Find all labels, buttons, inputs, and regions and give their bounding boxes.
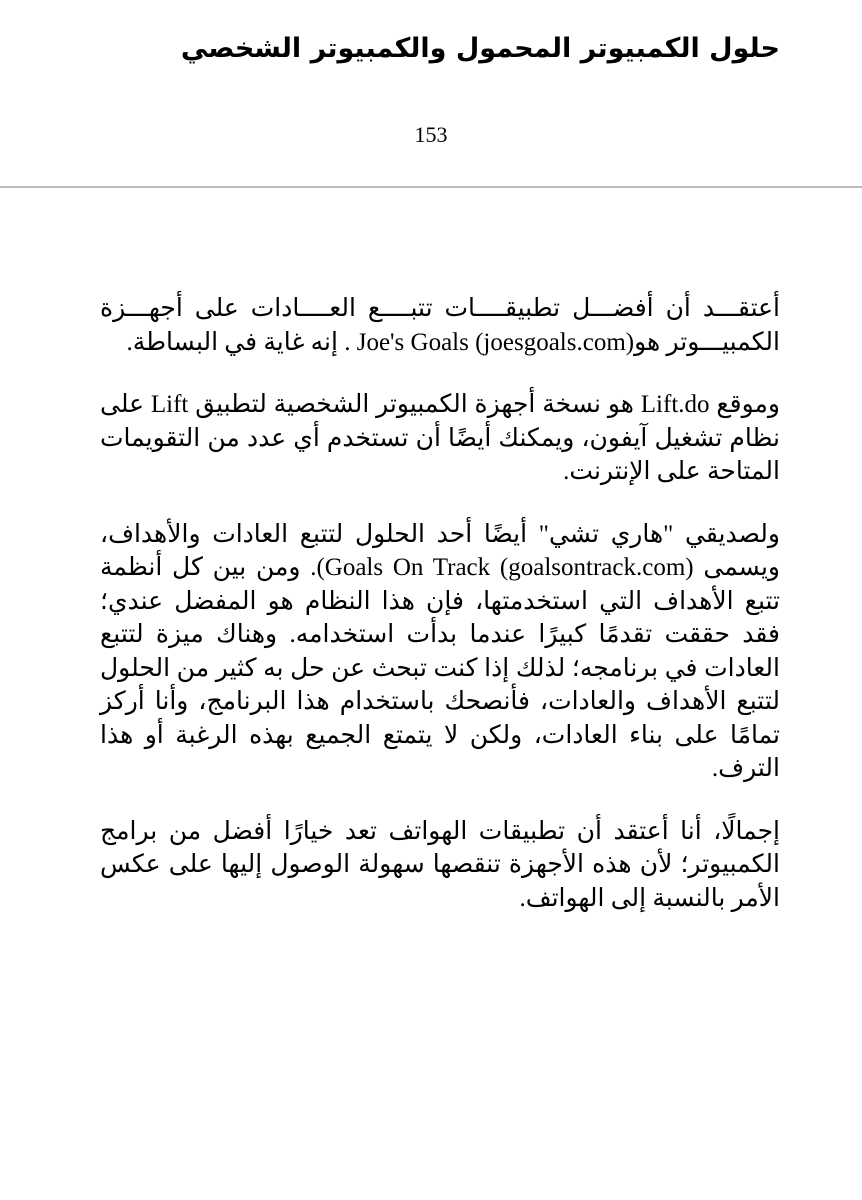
paragraph: إجمالًا، أنا أعتقد أن تطبيقات الهواتف تعد خيارًا أفضل من برامج الكمبيوتر؛ لأن هذه الأجهزة تنقصها سهولة الوصول إليها على عكس الأمر بالنسبة إلى الهواتف.: [100, 817, 780, 912]
page-header: [0, 0, 862, 188]
page-number: 153: [414, 122, 448, 147]
paragraph: أعتقـــد أن أفضـــل تطبيقــــات تتبــــع العــــادات على أجهـــزة الكمبيـــوتر هوJoe's Goals (joesgoals.com) . إنه غاية في البساطة.: [100, 295, 780, 356]
page-body: [100, 292, 780, 915]
paragraph: ولصديقي "هاري تشي" أيضًا أحد الحلول لتتبع العادات والأهداف، ويسمى Goals On Track (goalsontrack.com)). ومن بين كل أنظمة تتبع الأهداف التي استخدمتها، فإن هذا النظام هو المفضل عندي؛ فقد حققت تقدمًا كبيرًا عندما بدأت استخدامه. وهناك ميزة لتتبع العادات في برنامجه؛ لذلك إذا كنت تبحث عن حل به كثير من الحلول لتتبع الأهداف والعادات، فأنصحك باستخدام هذا البرنامج، وأنا أركز تمامًا على بناء العادات، ولكن لا يتمتع الجميع بهذه الرغبة أو هذا الترف.: [100, 520, 781, 782]
chapter-title: حلول الكمبيوتر المحمول والكمبيوتر الشخصي: [180, 33, 780, 64]
paragraph: وموقع Lift.do هو نسخة أجهزة الكمبيوتر الشخصية لتطبيق Lift على نظام تشغيل آيفون، ويمكنك أيضًا أن تستخدم أي عدد من التقويمات المتاحة على الإنترنت.: [100, 391, 781, 485]
